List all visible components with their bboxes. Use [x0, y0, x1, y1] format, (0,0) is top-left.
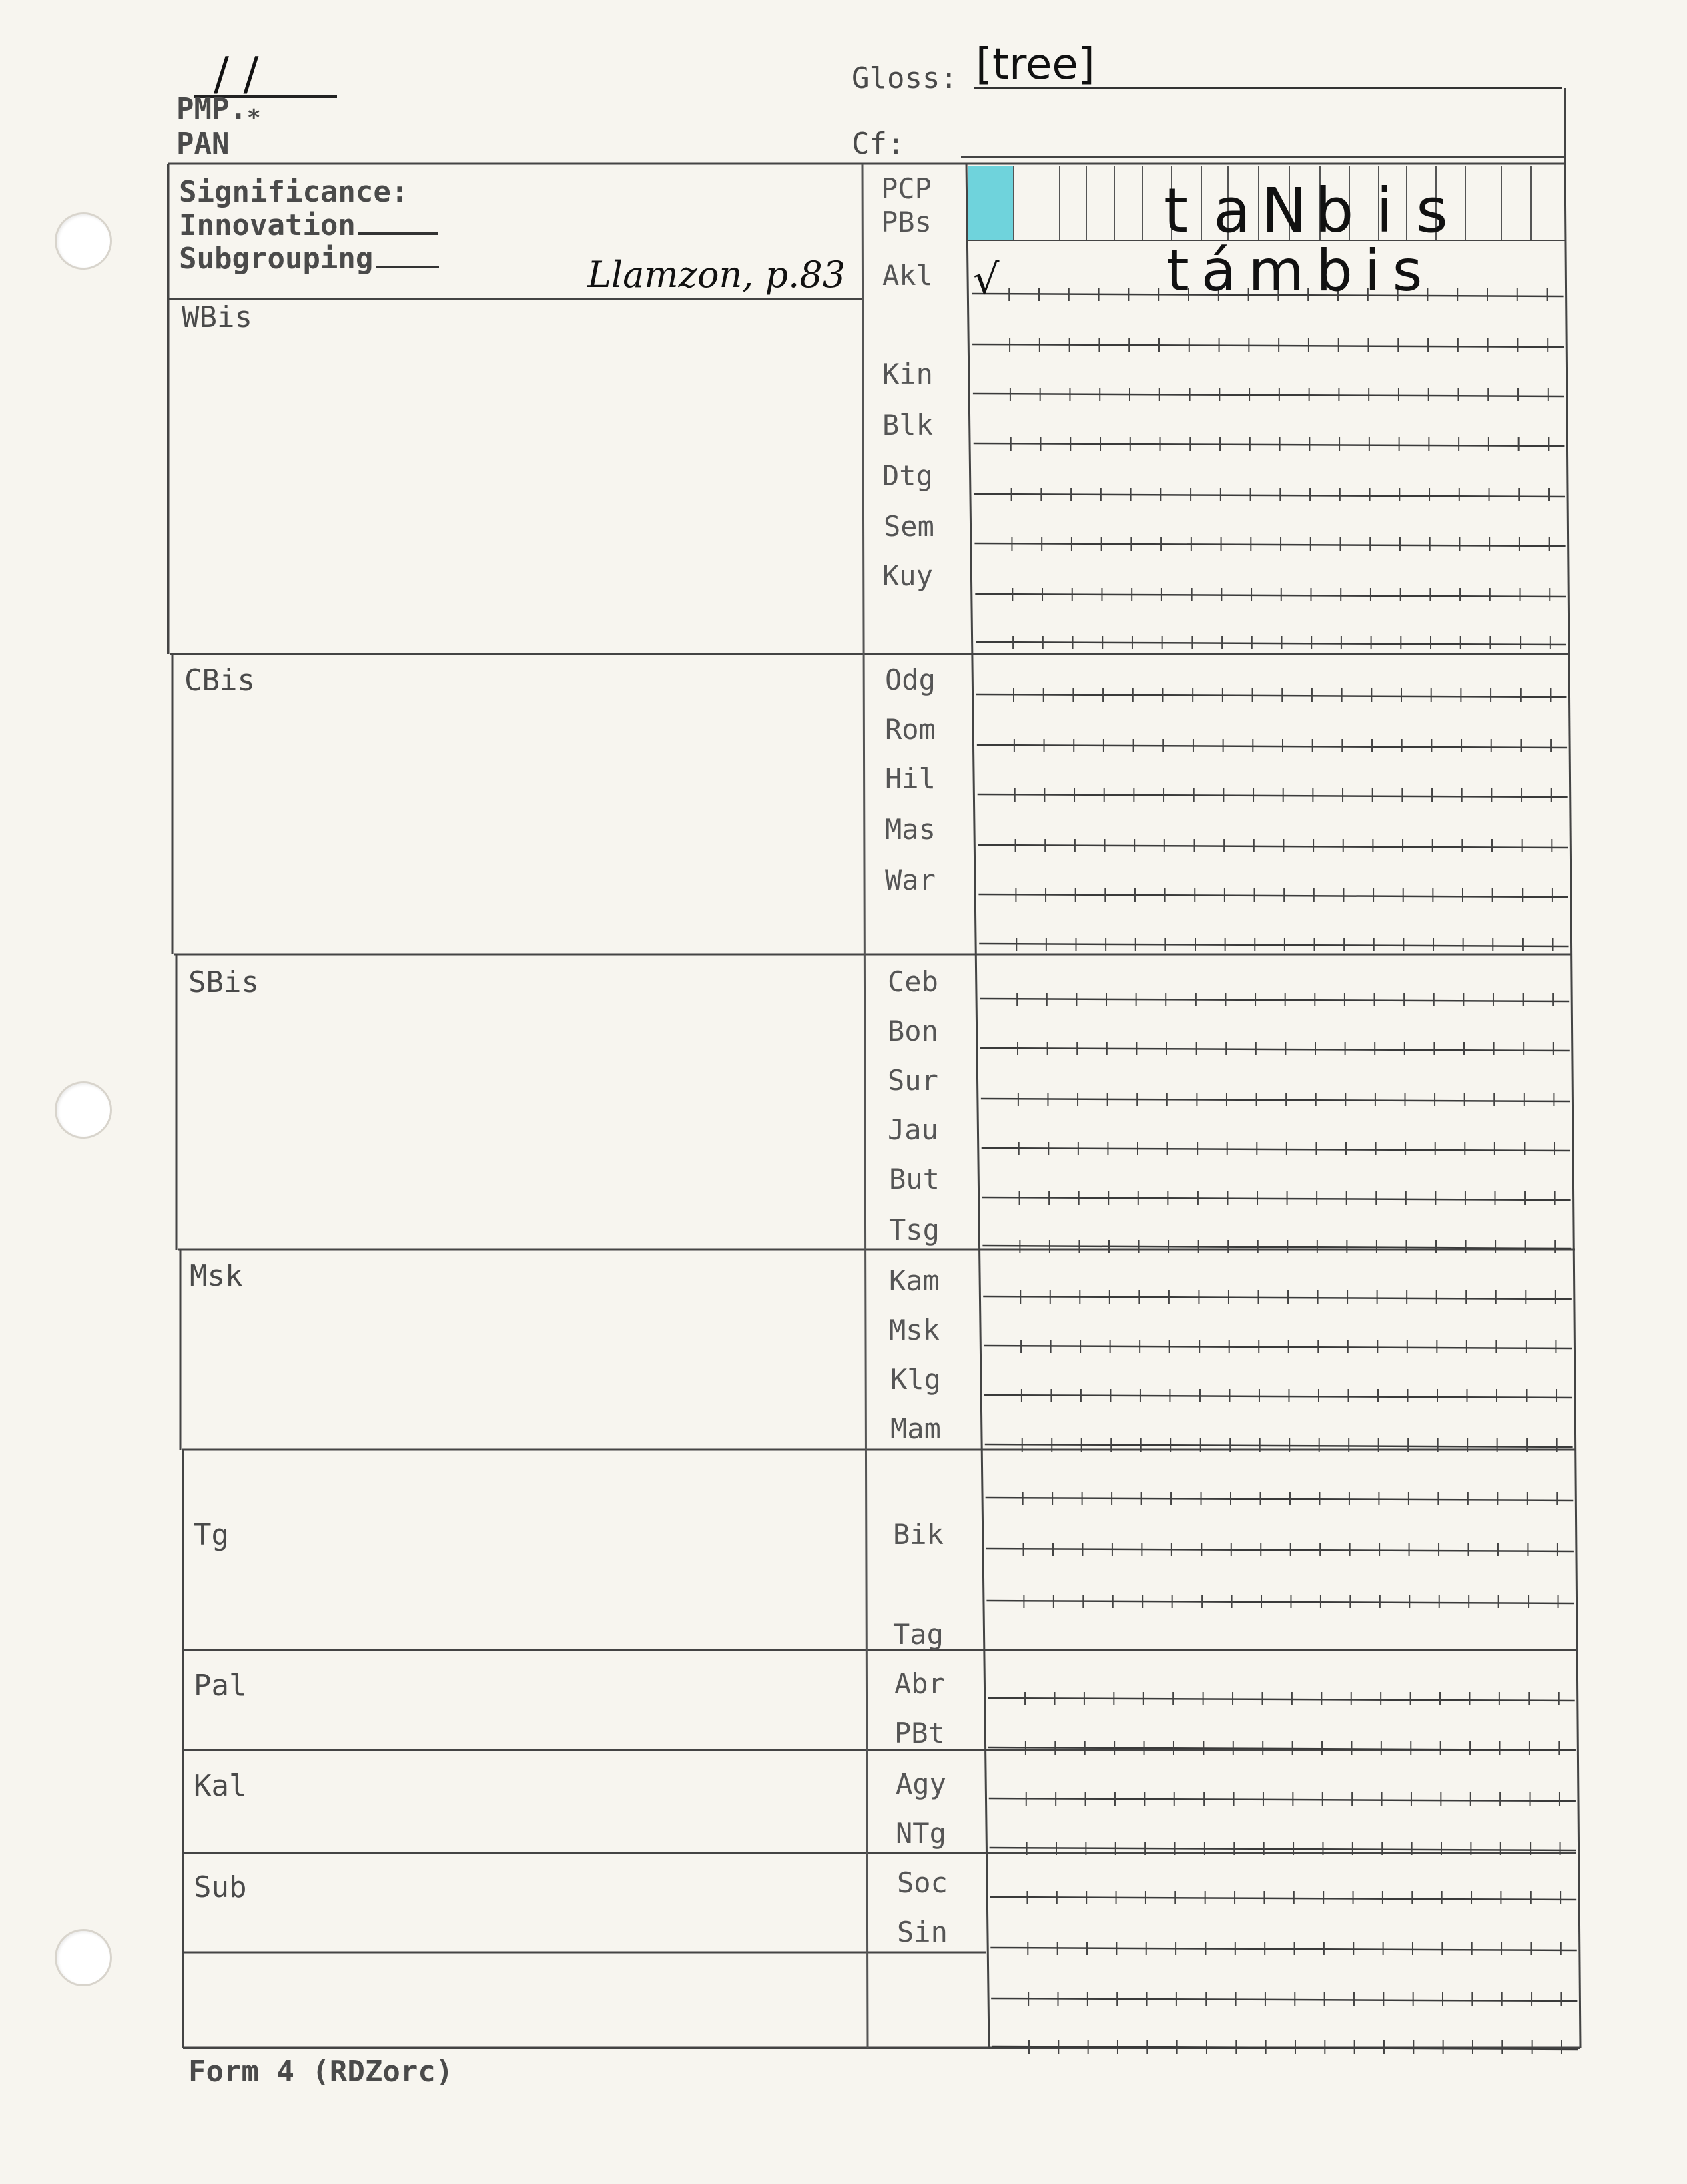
entry-rule: [984, 1395, 1572, 1398]
entry-rule: [990, 1897, 1576, 1900]
lang-ntg: NTg: [896, 1817, 946, 1850]
lang-mam: Mam: [890, 1412, 941, 1445]
lang-blk: Blk: [882, 408, 933, 441]
date-field[interactable]: / /: [214, 48, 259, 101]
lang-sur: Sur: [888, 1064, 938, 1097]
lang-kam: Kam: [889, 1264, 940, 1297]
lang-soc: Soc: [897, 1866, 948, 1899]
pbs-form[interactable]: [1161, 175, 1455, 246]
section-msk: Msk: [190, 1259, 243, 1293]
pbs-letter-t: t: [1164, 175, 1189, 246]
pcp-highlight-cell: [968, 166, 1013, 240]
entry-rule: [988, 1698, 1575, 1701]
section-sub: Sub: [194, 1870, 247, 1904]
significance-title: Significance:: [179, 175, 409, 209]
lang-tag: Tag: [893, 1618, 944, 1651]
entry-rule: [974, 443, 1565, 446]
lang-tsg: Tsg: [889, 1213, 940, 1246]
pbs-letter-b: b: [1315, 175, 1354, 246]
entry-rule: [991, 1998, 1577, 2001]
entry-rule: [975, 594, 1566, 597]
entry-rule: [976, 694, 1566, 697]
entry-rule: [981, 1099, 1570, 1101]
entry-rule: [986, 1498, 1574, 1500]
entry-rule: [977, 745, 1567, 748]
section-pal: Pal: [194, 1669, 247, 1703]
lang-ceb: Ceb: [888, 965, 938, 998]
form-label: Form 4 (RDZorc): [188, 2055, 454, 2089]
entry-lines: [972, 288, 1578, 2054]
entry-rule: [974, 494, 1565, 497]
innovation-label: Innovation: [179, 208, 438, 242]
subgrouping-label: Subgrouping: [179, 242, 439, 276]
lang-rom: Rom: [885, 713, 936, 746]
lang-pbt: PBt: [894, 1717, 945, 1749]
lang-jau: Jau: [888, 1113, 938, 1146]
gloss-label: Gloss:: [852, 61, 958, 95]
lang-mas: Mas: [885, 813, 936, 846]
table-right-border: [1565, 164, 1580, 2048]
lang-bon: Bon: [888, 1015, 938, 1047]
source-note[interactable]: Llamzon, p.83: [587, 254, 846, 296]
entry-rule: [980, 999, 1569, 1001]
entry-rule: [990, 1948, 1576, 1950]
lang-sem: Sem: [884, 510, 934, 543]
lang-hil: Hil: [885, 762, 936, 795]
entry-rule: [973, 394, 1564, 396]
lang-sin: Sin: [897, 1916, 948, 1948]
pmp-label: $PMP._*$: [176, 92, 261, 131]
pbs-letter-i: i: [1376, 175, 1393, 246]
entry-rule: [990, 1848, 1576, 1850]
lang-col-left: [862, 164, 868, 2048]
section-cbis: CBis: [184, 663, 255, 698]
lang-akl: Akl: [882, 259, 933, 292]
lang-kuy: Kuy: [882, 559, 933, 592]
entry-rule: [978, 794, 1568, 797]
entry-rule: [982, 1197, 1571, 1200]
entry-rule: [982, 1246, 1571, 1248]
entry-rule: [982, 1148, 1570, 1151]
entry-rule: [974, 543, 1565, 546]
entry-rule: [978, 845, 1568, 848]
section-sbis: SBis: [188, 965, 259, 999]
akl-form[interactable]: támbis: [1166, 238, 1435, 304]
cf-label: Cf:: [852, 127, 905, 161]
lang-odg: Odg: [885, 663, 936, 696]
entry-rule: [986, 1549, 1574, 1551]
lang-bik: Bik: [893, 1518, 944, 1551]
lang-klg: Klg: [890, 1363, 941, 1396]
lang-kin: Kin: [882, 358, 933, 390]
entry-rule: [979, 944, 1568, 946]
lang-msk: Msk: [889, 1314, 940, 1346]
lang-but: But: [889, 1163, 940, 1195]
entry-rule: [980, 1048, 1570, 1051]
lang-col-right: [966, 164, 989, 2048]
section-wbis: WBis: [182, 300, 252, 334]
lang-pcp: PCP: [881, 172, 932, 205]
entry-rule: [972, 344, 1564, 347]
lang-war: War: [885, 864, 936, 896]
pbs-letter-a: a: [1213, 175, 1251, 246]
entry-rule: [985, 1444, 1573, 1447]
gloss-value[interactable]: [tree]: [976, 40, 1095, 89]
entry-rule: [983, 1296, 1572, 1299]
entry-rule: [978, 894, 1568, 897]
entry-rule: [986, 1601, 1574, 1603]
entry-rule: [989, 1798, 1576, 1801]
pan-label: PAN: [176, 127, 230, 161]
lang-agy: Agy: [896, 1767, 946, 1800]
entry-rule: [984, 1346, 1572, 1348]
entry-rule: [976, 642, 1566, 645]
lang-pbs: PBs: [881, 206, 932, 238]
section-kal: Kal: [194, 1769, 247, 1803]
lang-dtg: Dtg: [882, 459, 933, 492]
pbs-letter-s: s: [1416, 175, 1448, 246]
section-tg: Tg: [194, 1518, 229, 1552]
lang-abr: Abr: [894, 1667, 945, 1700]
pbs-letter-n: N: [1261, 175, 1307, 246]
akl-check[interactable]: √: [973, 255, 1000, 304]
